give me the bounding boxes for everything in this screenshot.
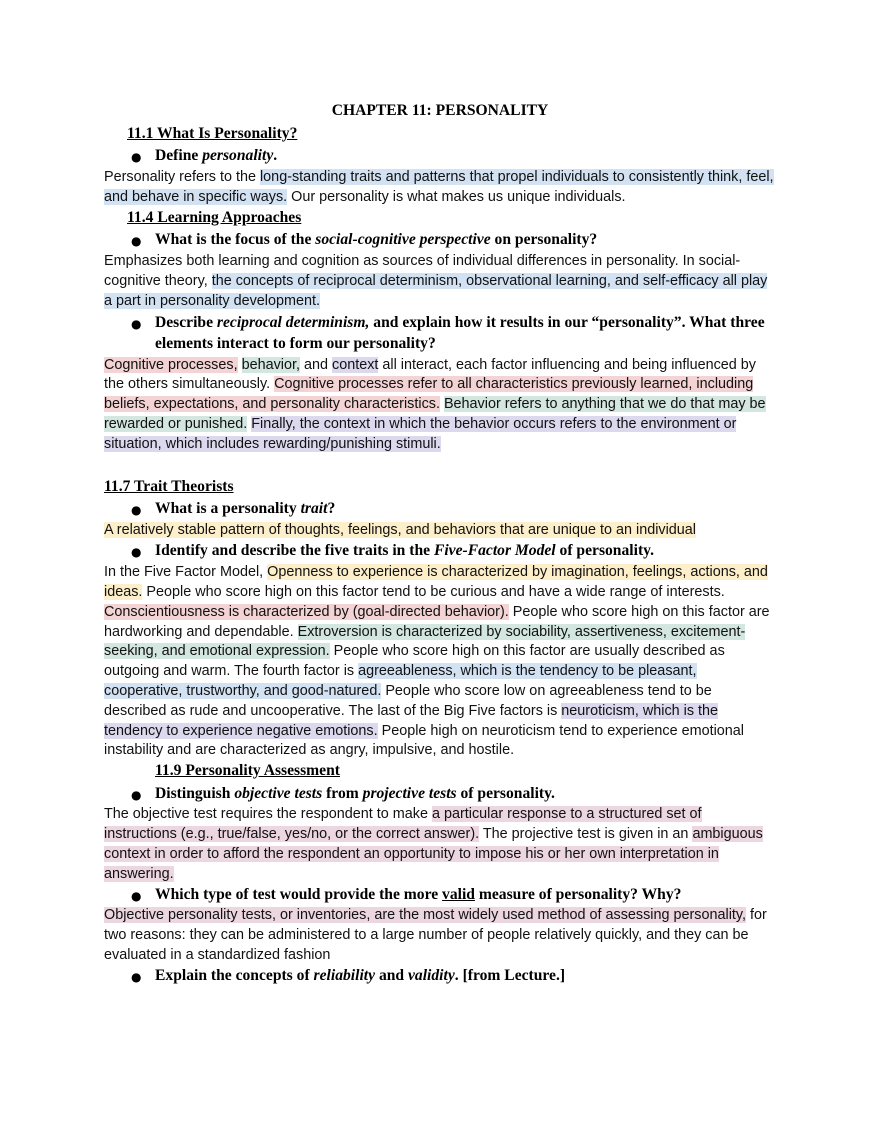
- question-reciprocal-determinism-cont: elements interact to form our personality?: [155, 335, 436, 352]
- bullet-icon: ●: [131, 234, 142, 248]
- answer-line: In the Five Factor Model, Openness to experience is characterized by imagination, feelings, actions, and: [104, 564, 768, 580]
- bullet-icon: ●: [131, 545, 142, 559]
- bullet-icon: ●: [131, 503, 142, 517]
- question-define-personality: Define personality.: [155, 147, 278, 164]
- answer-line: outgoing and warm. The fourth factor is agreeableness, which is the tendency to be pleasant,: [104, 663, 697, 679]
- answer-line: cooperative, trustworthy, and good-natured. People who score low on agreeableness tend to be: [104, 683, 712, 699]
- bullet-icon: ●: [131, 889, 142, 903]
- answer-line: The objective test requires the respondent to make a particular response to a structured set of: [104, 806, 702, 822]
- answer-line: ideas. People who score high on this factor tend to be curious and have a wide range of interests.: [104, 584, 725, 600]
- answer-line: Objective personality tests, or inventories, are the most widely used method of assessing personality, for: [104, 907, 767, 923]
- answer-line: instructions (e.g., true/false, yes/no, or the correct answer). The projective test is given in an ambiguous: [104, 826, 763, 842]
- question-reciprocal-determinism: Describe reciprocal determinism, and explain how it results in our “personality”. What three: [155, 314, 765, 331]
- answer-line: evaluated in a standardized fashion: [104, 947, 331, 963]
- answer-line: the others simultaneously. Cognitive processes refer to all characteristics previously learned, including: [104, 376, 754, 392]
- page-title: CHAPTER 11: PERSONALITY: [331, 102, 549, 119]
- question-social-cognitive: What is the focus of the social-cognitive perspective on personality?: [155, 231, 598, 248]
- answer-line: A relatively stable pattern of thoughts, feelings, and behaviors that are unique to an individual: [104, 522, 697, 538]
- answer-line: Emphasizes both learning and cognition as sources of individual differences in personality. In social-: [104, 253, 741, 269]
- bullet-icon: ●: [131, 970, 142, 984]
- answer-line: context in order to afford the respondent an opportunity to impose his or her own interpretation in: [104, 846, 719, 862]
- bullet-icon: ●: [131, 788, 142, 802]
- answer-line: answering.: [104, 866, 174, 882]
- answer-line: described as rude and uncooperative. The last of the Big Five factors is neuroticism, which is the: [104, 703, 719, 719]
- answer-line: Personality refers to the long-standing traits and patterns that propel individuals to consistently think, feel,: [104, 169, 774, 185]
- question-objective-vs-projective: Distinguish objective tests from projective tests of personality.: [155, 785, 555, 802]
- bullet-icon: ●: [131, 317, 142, 331]
- answer-line: instability and are characterized as angry, impulsive, and hostile.: [104, 742, 515, 758]
- answer-line: beliefs, expectations, and personality characteristics. Behavior refers to anything that we do that may be: [104, 396, 766, 412]
- answer-line: and behave in specific ways. Our personality is what makes us unique individuals.: [104, 189, 626, 205]
- section-heading-11-1: 11.1 What Is Personality?: [127, 125, 298, 142]
- answer-line: a part in personality development.: [104, 293, 320, 309]
- answer-line: two reasons: they can be administered to a large number of people relatively quickly, and they can be: [104, 927, 749, 943]
- section-heading-11-4: 11.4 Learning Approaches: [127, 209, 302, 226]
- bullet-icon: ●: [131, 150, 142, 164]
- question-personality-trait: What is a personality trait?: [155, 500, 336, 517]
- answer-line: tendency to experience negative emotions. People high on neuroticism tend to experience emotional: [104, 723, 745, 739]
- answer-line: cognitive theory, the concepts of reciprocal determinism, observational learning, and self-efficacy all play: [104, 273, 768, 289]
- answer-line: rewarded or punished. Finally, the context in which the behavior occurs refers to the environment or: [104, 416, 737, 432]
- question-valid-measure: Which type of test would provide the more valid measure of personality? Why?: [155, 886, 682, 903]
- question-reliability-validity: Explain the concepts of reliability and validity. [from Lecture.]: [155, 967, 566, 984]
- section-heading-11-9: 11.9 Personality Assessment: [155, 762, 340, 779]
- answer-line: Cognitive processes, behavior, and context all interact, each factor influencing and being influenced by: [104, 357, 757, 373]
- question-five-factor-model: Identify and describe the five traits in the Five-Factor Model of personality.: [155, 542, 654, 559]
- answer-line: hardworking and dependable. Extroversion is characterized by sociability, assertiveness, excitement-: [104, 624, 746, 640]
- answer-line: situation, which includes rewarding/punishing stimuli.: [104, 436, 441, 452]
- section-heading-11-7: 11.7 Trait Theorists: [104, 478, 234, 495]
- answer-line: seeking, and emotional expression. People who score high on this factor are usually described as: [104, 643, 725, 659]
- answer-line: Conscientiousness is characterized by (goal-directed behavior). People who score high on this factor are: [104, 604, 770, 620]
